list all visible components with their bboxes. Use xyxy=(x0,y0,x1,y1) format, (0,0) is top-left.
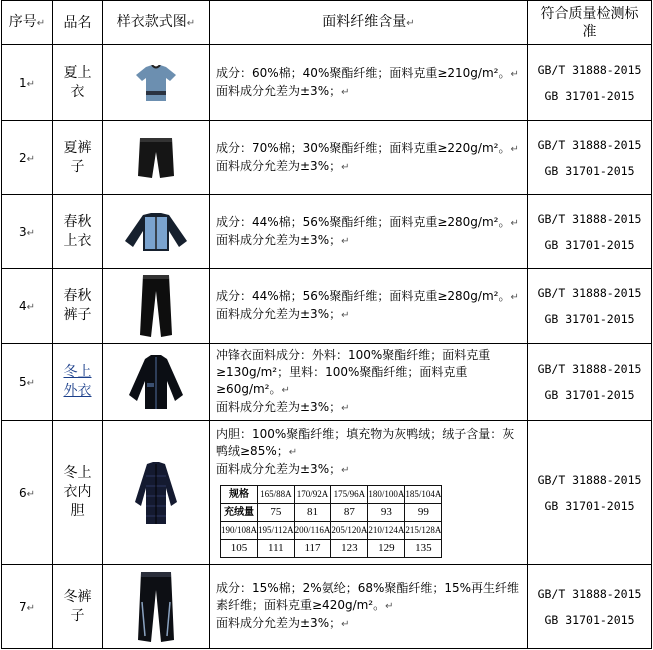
size-cell: 210/124A xyxy=(368,521,405,539)
table-row xyxy=(2,421,652,565)
fill-cell: 93 xyxy=(368,503,405,521)
size-cell: 190/108A xyxy=(221,521,258,539)
summer-top-icon xyxy=(136,65,176,101)
fill-label: 充绒量 xyxy=(221,503,258,521)
pants-icon xyxy=(140,275,172,337)
row-number: 2↵ xyxy=(2,121,53,195)
size-cell: 215/128A xyxy=(405,521,442,539)
fill-cell: 99 xyxy=(405,503,442,521)
fill-cell: 87 xyxy=(331,503,368,521)
summer-shorts-icon xyxy=(138,138,174,178)
table-row xyxy=(2,121,652,195)
quality-standards: GB/T 31888-2015 GB 31701-2015 xyxy=(528,421,652,565)
jacket-icon xyxy=(125,213,187,251)
item-image xyxy=(103,565,210,649)
size-cell: 170/92A xyxy=(294,485,331,503)
size-cell: 200/116A xyxy=(294,521,331,539)
fabric-content: 成分：15%棉；2%氨纶；68%聚酯纤维；15%再生纤维素纤维；面料克重≥420g/m²。↵ 面料成分允差为±3%；↵ xyxy=(210,565,528,649)
fabric-content: 冲锋衣面料成分：外料：100%聚酯纤维；面料克重≥130g/m²；里料：100%聚酯纤维；面料克重≥60g/m²。↵ 面料成分允差为±3%；↵ xyxy=(210,344,528,421)
size-cell: 175/96A xyxy=(331,485,368,503)
size-label: 规格 xyxy=(221,485,258,503)
table-row xyxy=(2,195,652,269)
fill-cell: 117 xyxy=(294,539,331,557)
fill-cell: 105 xyxy=(221,539,258,557)
size-cell: 185/104A xyxy=(405,485,442,503)
quality-standards: GB/T 31888-2015 GB 31701-2015 xyxy=(528,565,652,649)
item-image xyxy=(103,421,210,565)
item-name: 夏上衣 xyxy=(53,45,103,121)
winter-pants-icon xyxy=(138,572,174,642)
header-image: 样衣款式图↵ xyxy=(103,1,210,45)
size-cell: 180/100A xyxy=(368,485,405,503)
row-number: 3↵ xyxy=(2,195,53,269)
item-image xyxy=(103,195,210,269)
quality-standards: GB/T 31888-2015 GB 31701-2015 xyxy=(528,269,652,344)
header-fabric: 面料纤维含量↵ xyxy=(210,1,528,45)
winter-coat-icon xyxy=(129,355,183,409)
row-number: 6↵ xyxy=(2,421,53,565)
down-liner-icon xyxy=(135,462,177,524)
size-cell: 195/112A xyxy=(258,521,295,539)
item-name: 冬上外衣 xyxy=(53,344,103,421)
quality-standards: GB/T 31888-2015 GB 31701-2015 xyxy=(528,344,652,421)
item-image xyxy=(103,45,210,121)
fabric-content: 成分：70%棉；30%聚酯纤维；面料克重≥220g/m²。↵ 面料成分允差为±3%；↵ xyxy=(210,121,528,195)
fill-cell: 81 xyxy=(294,503,331,521)
fabric-content: 成分：44%棉；56%聚酯纤维；面料克重≥280g/m²。↵ 面料成分允差为±3%；↵ xyxy=(210,269,528,344)
row-number: 7↵ xyxy=(2,565,53,649)
row-number: 5↵ xyxy=(2,344,53,421)
fill-cell: 129 xyxy=(368,539,405,557)
garment-spec-table xyxy=(1,0,652,649)
fill-cell: 111 xyxy=(258,539,295,557)
item-image xyxy=(103,344,210,421)
quality-standards: GB/T 31888-2015 GB 31701-2015 xyxy=(528,121,652,195)
table-row xyxy=(2,269,652,344)
table-row xyxy=(2,565,652,649)
item-name: 夏裤子 xyxy=(53,121,103,195)
size-cell: 205/120A xyxy=(331,521,368,539)
item-name: 春秋裤子 xyxy=(53,269,103,344)
table-row xyxy=(2,45,652,121)
item-image xyxy=(103,121,210,195)
item-name: 春秋上衣 xyxy=(53,195,103,269)
header-standard: 符合质量检测标准 xyxy=(528,1,652,45)
item-name: 冬裤子 xyxy=(53,565,103,649)
header-name: 品名 xyxy=(53,1,103,45)
fill-cell: 75 xyxy=(258,503,295,521)
fill-cell: 123 xyxy=(331,539,368,557)
item-image xyxy=(103,269,210,344)
fill-size-table xyxy=(220,485,442,558)
quality-standards: GB/T 31888-2015 GB 31701-2015 xyxy=(528,195,652,269)
size-cell: 165/88A xyxy=(258,485,295,503)
row-number: 1↵ xyxy=(2,45,53,121)
fabric-content: 成分：60%棉；40%聚酯纤维；面料克重≥210g/m²。↵ 面料成分允差为±3%；↵ xyxy=(210,45,528,121)
row-number: 4↵ xyxy=(2,269,53,344)
header-seq: 序号↵ xyxy=(2,1,53,45)
fabric-content: 成分：44%棉；56%聚酯纤维；面料克重≥280g/m²。↵ 面料成分允差为±3%；↵ xyxy=(210,195,528,269)
fabric-content: 内胆：100%聚酯纤维；填充物为灰鸭绒；绒子含量：灰鸭绒≥85%；↵ 面料成分允差为±3%；↵ 规格 165/88A 170/92A 175/96A 180/100A 185/104A 充绒量 75 81 87 93 99 190/108A 195/112A 200/116A 205/120A 210/124A 215/128A 105 111 117 123 129 135 xyxy=(210,421,528,565)
fill-cell: 135 xyxy=(405,539,442,557)
quality-standards: GB/T 31888-2015 GB 31701-2015 xyxy=(528,45,652,121)
table-row xyxy=(2,344,652,421)
header-row xyxy=(2,1,652,45)
item-name: 冬上衣内胆 xyxy=(53,421,103,565)
